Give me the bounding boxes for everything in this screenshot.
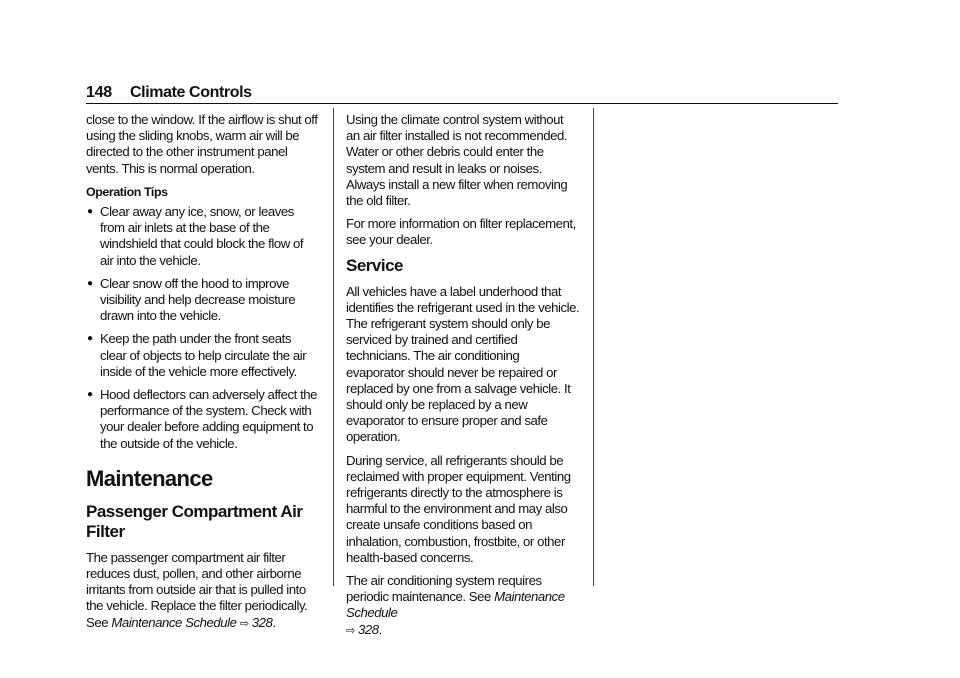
list-item-text: Hood deflectors can adversely affect the performance of the system. Check with your dealer before adding equipment to the outside of the vehicle. — [100, 387, 318, 451]
operation-tips-list — [86, 204, 318, 452]
air-filter-paragraph — [86, 550, 318, 632]
service-heading: Service — [346, 255, 403, 275]
air-filter-text: The passenger compartment air filter reduces dust, pollen, and other airborne irritants from outside air that is pulled into the vehicle. Replace the filter periodically. — [86, 549, 308, 614]
maintenance-heading: Maintenance — [86, 465, 213, 491]
dealer-info-paragraph: For more information on filter replacement, see your dealer. — [346, 216, 576, 248]
intro-paragraph: close to the window. If the airflow is shut off using the sliding knobs, warm air will be directed to the other instrument panel vents. This is normal operation. — [86, 112, 318, 176]
see-label: See — [86, 614, 112, 630]
air-filter-warning-paragraph: Using the climate control system without an air filter installed is not recommended. Water or other debris could enter the system and result in leaks or noises. Always install a new filter when removing the old filter. — [346, 112, 568, 209]
period: . — [378, 621, 382, 637]
refrigerant-label-paragraph: All vehicles have a label underhood that identifies the refrigerant used in the vehicle. The refrigerant system should only be serviced by trained and certified technicians. The air conditioning evaporator should never be repaired or replaced by one from a salvage vehicle. It should only be replaced by a new evaporator to ensure proper and safe operation. — [346, 283, 580, 445]
period: . — [272, 614, 276, 630]
list-item-text: Keep the path under the front seats clear of objects to help circulate the air inside of the vehicle more effectively. — [100, 331, 307, 379]
page-ref-arrow-icon: ⇨ — [346, 624, 355, 637]
page-header — [86, 84, 838, 104]
list-item — [86, 331, 318, 380]
air-filter-heading: Passenger Compartment Air Filter — [86, 501, 303, 541]
page-ref-link[interactable]: 328 — [251, 614, 273, 630]
list-item-text: Clear snow off the hood to improve visibility and help decrease moisture drawn into the vehicle. — [100, 275, 296, 324]
bullet-icon: ● — [87, 206, 93, 218]
bullet-icon: ● — [87, 333, 93, 345]
list-item — [86, 276, 318, 325]
page-ref-link[interactable]: 328 — [358, 621, 379, 637]
periodic-maintenance-paragraph — [346, 573, 580, 639]
bullet-icon: ● — [87, 389, 93, 401]
list-item — [86, 387, 318, 452]
middle-column — [346, 112, 580, 646]
column-divider-2 — [593, 108, 594, 586]
periodic-maintenance-text: The air conditioning system requires periodic maintenance. See — [346, 573, 542, 605]
left-column — [86, 112, 318, 639]
header-divider — [86, 103, 838, 104]
list-item — [86, 204, 318, 269]
column-divider-1 — [333, 108, 334, 586]
refrigerant-reclaim-paragraph: During service, all refrigerants should be reclaimed with proper equipment. Venting refrigerants directly to the atmosphere is harmful to the environment and may also create unsafe conditions based on inhalation, combustion, frostbite, or other health-based concerns. — [346, 452, 571, 565]
list-item-text: Clear away any ice, snow, or leaves from air inlets at the base of the windshield that could block the flow of air into the vehicle. — [100, 204, 304, 268]
page-ref-arrow-icon: ⇨ — [239, 617, 249, 630]
bullet-icon: ● — [87, 277, 93, 289]
maintenance-schedule-link[interactable]: Maintenance Schedule — [346, 589, 565, 621]
page-number: 148 — [86, 84, 112, 101]
operation-tips-heading: Operation Tips — [86, 184, 168, 199]
maintenance-schedule-link[interactable]: Maintenance Schedule — [111, 614, 237, 630]
section-title: Climate Controls — [130, 84, 252, 101]
